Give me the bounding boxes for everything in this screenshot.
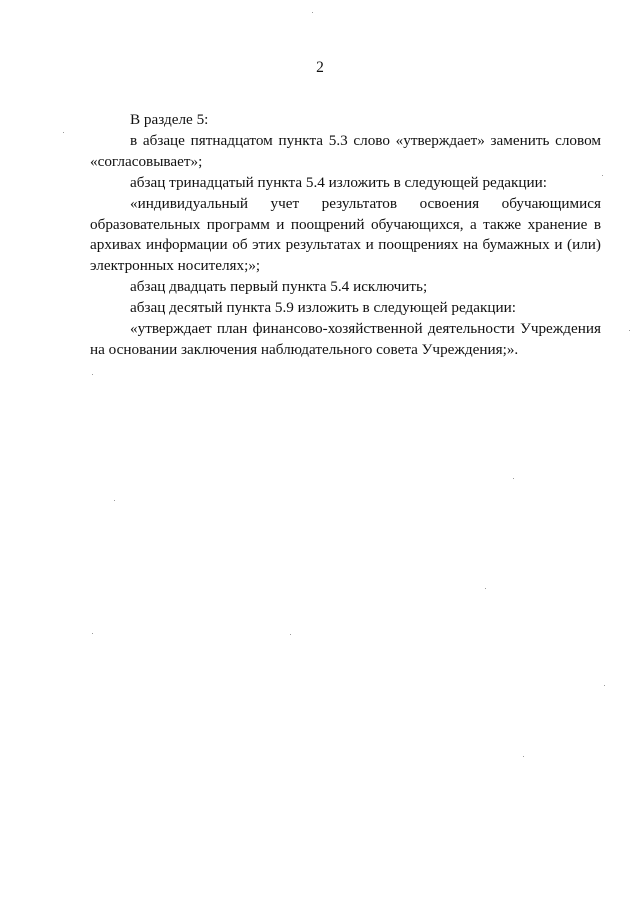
quoted-paragraph: «утверждает план финансово-хозяйственной деятельности Учреждения на основании заключения наблюдательного совета Учреждения;». bbox=[90, 320, 601, 358]
page-number: 2 bbox=[316, 59, 324, 76]
scan-speck bbox=[63, 132, 64, 133]
section-heading: В разделе 5: bbox=[130, 111, 209, 128]
amendment-paragraph: в абзаце пятнадцатом пункта 5.3 слово «утверждает» заменить словом «согласовывает»; bbox=[90, 131, 601, 170]
scan-speck bbox=[523, 756, 524, 757]
scan-speck bbox=[602, 175, 603, 176]
scan-speck bbox=[92, 633, 93, 634]
amendment-paragraph: абзац двадцать первый пункта 5.4 исключить; bbox=[130, 278, 428, 296]
scan-speck bbox=[513, 478, 514, 479]
scan-speck bbox=[629, 330, 630, 331]
amendment-paragraph: абзац тринадцатый пункта 5.4 изложить в следующей редакции: bbox=[130, 173, 548, 191]
scan-speck bbox=[604, 685, 605, 686]
quoted-paragraph: «индивидуальный учет результатов освоения обучающимися образовательных программ и поощрений обучающихся, а также хранение в архивах информации об этих результатах и поощрениях на бумажных и (или) электронных носителях;»; bbox=[90, 194, 601, 275]
scan-speck bbox=[290, 634, 291, 635]
scan-speck bbox=[114, 500, 115, 501]
scan-speck bbox=[485, 588, 486, 589]
scan-speck bbox=[312, 12, 313, 13]
scan-speck bbox=[92, 374, 93, 375]
document-body bbox=[90, 110, 601, 361]
amendment-paragraph: абзац десятый пункта 5.9 изложить в следующей редакции: bbox=[130, 299, 516, 317]
